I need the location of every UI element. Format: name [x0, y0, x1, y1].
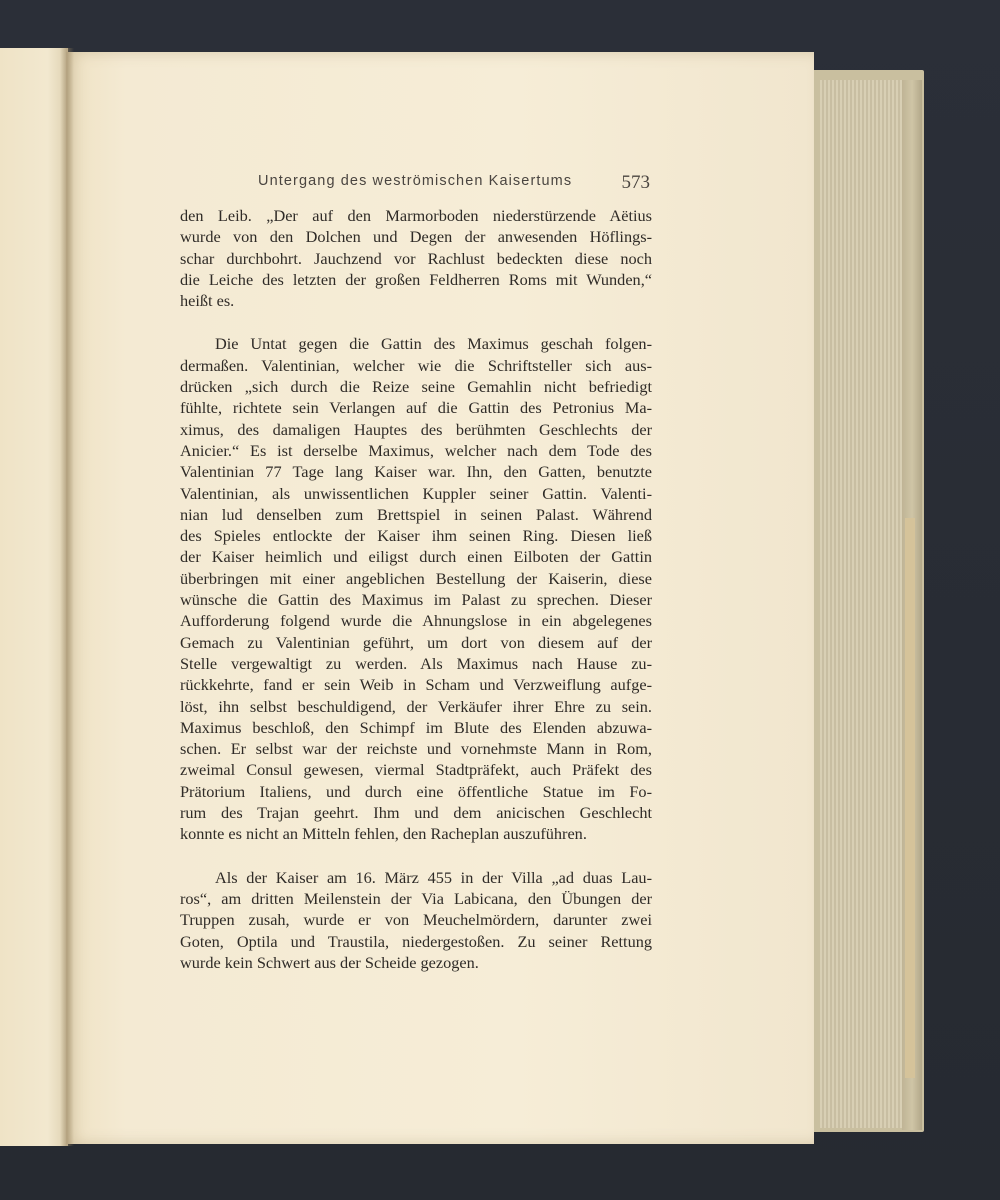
text-line: Stelle vergewaltigt zu werden. Als Maximus nach Hause zu- [180, 653, 652, 673]
paragraph-1 [180, 205, 652, 311]
text-line: überbringen mit einer angeblichen Bestellung der Kaiserin, diese [180, 568, 652, 588]
text-line: Maximus beschloß, den Schimpf im Blute des Elenden abzuwa- [180, 717, 652, 737]
text-line: rückkehrte, fand er sein Weib in Scham und Verzweiflung aufge- [180, 675, 652, 695]
running-head [258, 173, 658, 197]
text-line: wünsche die Gattin des Maximus im Palast zu sprechen. Dieser [180, 590, 652, 610]
running-head-title: Untergang des weströmischen Kaisertums [258, 173, 573, 189]
text-line: ximus, des damaligen Hauptes des berühmten Geschlechts der [180, 419, 652, 439]
text-line: wurde kein Schwert aus der Scheide gezogen. [180, 952, 479, 972]
text-line: heißt es. [180, 291, 235, 311]
paragraph-3 [180, 867, 652, 973]
text-line: Die Untat gegen die Gattin des Maximus geschah folgen- [215, 334, 652, 354]
text-line: Valentinian 77 Tage lang Kaiser war. Ihn, den Gatten, benutzte [180, 462, 652, 482]
text-line: Prätorium Italiens, und durch eine öffentliche Statue im Fo- [180, 781, 652, 801]
text-line: wurde von den Dolchen und Degen der anwesenden Höflings- [180, 227, 652, 247]
text-line: drücken „sich durch die Reize seine Gemahlin nicht befriedigt [180, 377, 652, 397]
text-line: Valentinian, als unwissentlichen Kuppler seiner Gattin. Valenti- [180, 483, 652, 503]
text-line: fühlte, richtete sein Verlangen auf die Gattin des Petronius Ma- [180, 398, 652, 418]
text-line: Goten, Optila und Traustila, niedergestoßen. Zu seiner Rettung [180, 931, 652, 951]
text-line: Truppen zusah, wurde er von Meuchelmördern, darunter zwei [180, 910, 652, 930]
text-line: Gemach zu Valentinian geführt, um dort von diesem auf der [180, 632, 652, 652]
text-line: Anicier.“ Es ist derselbe Maximus, welcher nach dem Tode des [180, 440, 652, 460]
text-line: des Spieles entlockte der Kaiser ihm seinen Ring. Diesen ließ [180, 526, 652, 546]
page-tab-strip [905, 518, 915, 1078]
text-line: den Leib. „Der auf den Marmorboden niederstürzende Aëtius [180, 206, 652, 225]
text-line: nian lud denselben zum Brettspiel in seinen Palast. Während [180, 504, 652, 524]
text-line: zweimal Consul gewesen, viermal Stadtpräfekt, auch Präfekt des [180, 760, 652, 780]
page-number: 573 [621, 172, 650, 193]
text-line: Als der Kaiser am 16. März 455 in der Villa „ad duas Lau- [215, 867, 652, 887]
text-line: Aufforderung folgend wurde die Ahnungslose in ein abgelegenes [180, 611, 652, 631]
text-line: rum des Trajan geehrt. Ihm und dem anicischen Geschlecht [180, 803, 652, 823]
text-line: ros“, am dritten Meilenstein der Via Labicana, den Übungen der [180, 888, 652, 908]
text-line: konnte es nicht an Mitteln fehlen, den Racheplan auszuführen. [180, 824, 587, 844]
text-line: dermaßen. Valentinian, welcher wie die Schriftsteller sich aus- [180, 355, 652, 375]
text-line: löst, ihn selbst beschuldigend, der Verkäufer ihrer Ehre zu sein. [180, 696, 652, 716]
facing-page-edge [0, 48, 68, 1146]
text-line: schen. Er selbst war der reichste und vornehmste Mann in Rom, [180, 739, 652, 759]
text-line: schar durchbohrt. Jauchzend vor Rachlust bedeckten diese noch [180, 248, 652, 268]
text-line: die Leiche des letzten der großen Feldherren Roms mit Wunden,“ [180, 269, 652, 289]
body-text [180, 205, 652, 973]
page-gutter [60, 48, 74, 1146]
page-block-edges [820, 80, 902, 1128]
paragraph-2 [180, 333, 652, 844]
text-line: der Kaiser heimlich und eiligst durch einen Eilboten der Gattin [180, 547, 652, 567]
